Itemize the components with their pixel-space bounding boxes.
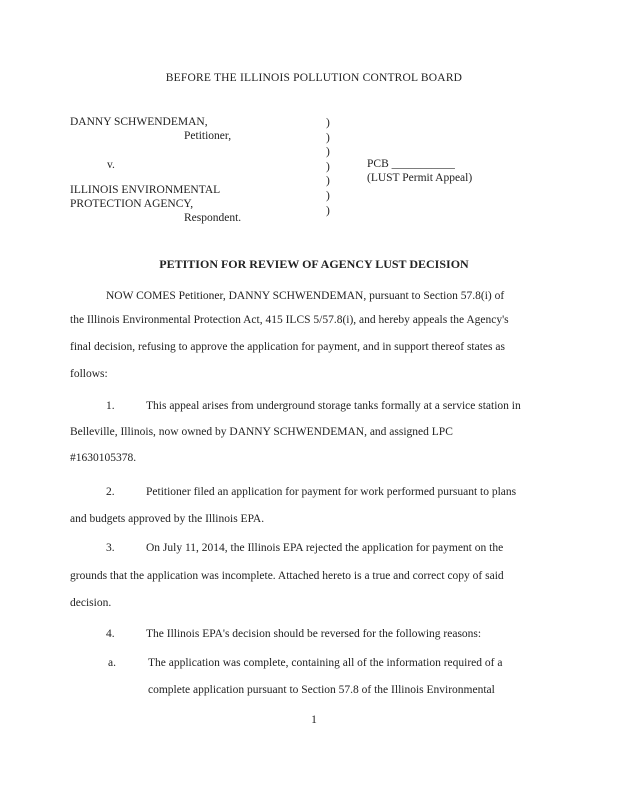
paragraph-number: 1. bbox=[106, 400, 115, 412]
paragraph-line: This appeal arises from underground storage tanks formally at a service station in bbox=[146, 400, 521, 412]
bracket: ) bbox=[326, 160, 330, 173]
page-number: 1 bbox=[311, 714, 317, 726]
bracket: ) bbox=[326, 189, 330, 202]
subparagraph-line: complete application pursuant to Section 57.8 of the Illinois Environmental bbox=[148, 684, 495, 696]
respondent-name-line1: ILLINOIS ENVIRONMENTAL bbox=[70, 184, 221, 196]
paragraph-number: 4. bbox=[106, 628, 115, 640]
bracket: ) bbox=[326, 117, 330, 129]
paragraph-line: Petitioner filed an application for payment for work performed pursuant to plans bbox=[146, 486, 517, 498]
paragraph-line: grounds that the application was incomplete. Attached hereto is a true and correct copy of said bbox=[70, 570, 504, 582]
subparagraph-line: The application was complete, containing all of the information required of a bbox=[148, 657, 503, 669]
intro-line: follows: bbox=[70, 368, 108, 380]
intro-line: NOW COMES Petitioner, DANNY SCHWENDEMAN, pursuant to Section 57.8(i) of bbox=[106, 290, 505, 302]
bracket: ) bbox=[326, 146, 330, 159]
court-name: BEFORE THE ILLINOIS POLLUTION CONTROL BOARD bbox=[165, 72, 463, 84]
respondent-role: Respondent. bbox=[184, 212, 242, 224]
intro-line: the Illinois Environmental Protection Act, 415 ILCS 5/57.8(i), and hereby appeals the Agency's bbox=[70, 314, 509, 326]
paragraph-line: Belleville, Illinois, now owned by DANNY SCHWENDEMAN, and assigned LPC bbox=[70, 426, 453, 438]
paragraph-line: and budgets approved by the Illinois EPA. bbox=[70, 513, 265, 525]
caption-brackets bbox=[326, 116, 330, 218]
petitioner-name: DANNY SCHWENDEMAN, bbox=[70, 116, 208, 128]
paragraph-number: 3. bbox=[106, 542, 115, 554]
respondent-name-line2: PROTECTION AGENCY, bbox=[70, 198, 194, 210]
paragraph-line: decision. bbox=[70, 597, 112, 609]
paragraph-number: 2. bbox=[106, 486, 115, 498]
bracket: ) bbox=[326, 131, 330, 144]
paragraph-line: The Illinois EPA's decision should be reversed for the following reasons: bbox=[146, 628, 482, 640]
petitioner-role: Petitioner, bbox=[184, 130, 232, 142]
bracket: ) bbox=[326, 175, 330, 188]
paragraph-line: #1630105378. bbox=[70, 452, 137, 464]
intro-line: final decision, refusing to approve the application for payment, and in support thereof states as bbox=[70, 341, 505, 353]
subparagraph-letter: a. bbox=[108, 657, 116, 669]
pcb-number: PCB ___________ bbox=[367, 158, 455, 170]
bracket: ) bbox=[326, 204, 330, 217]
appeal-type: (LUST Permit Appeal) bbox=[367, 172, 473, 184]
paragraph-line: On July 11, 2014, the Illinois EPA rejected the application for payment on the bbox=[146, 542, 504, 554]
versus: v. bbox=[107, 159, 115, 171]
petition-heading: PETITION FOR REVIEW OF AGENCY LUST DECISION bbox=[159, 257, 469, 271]
